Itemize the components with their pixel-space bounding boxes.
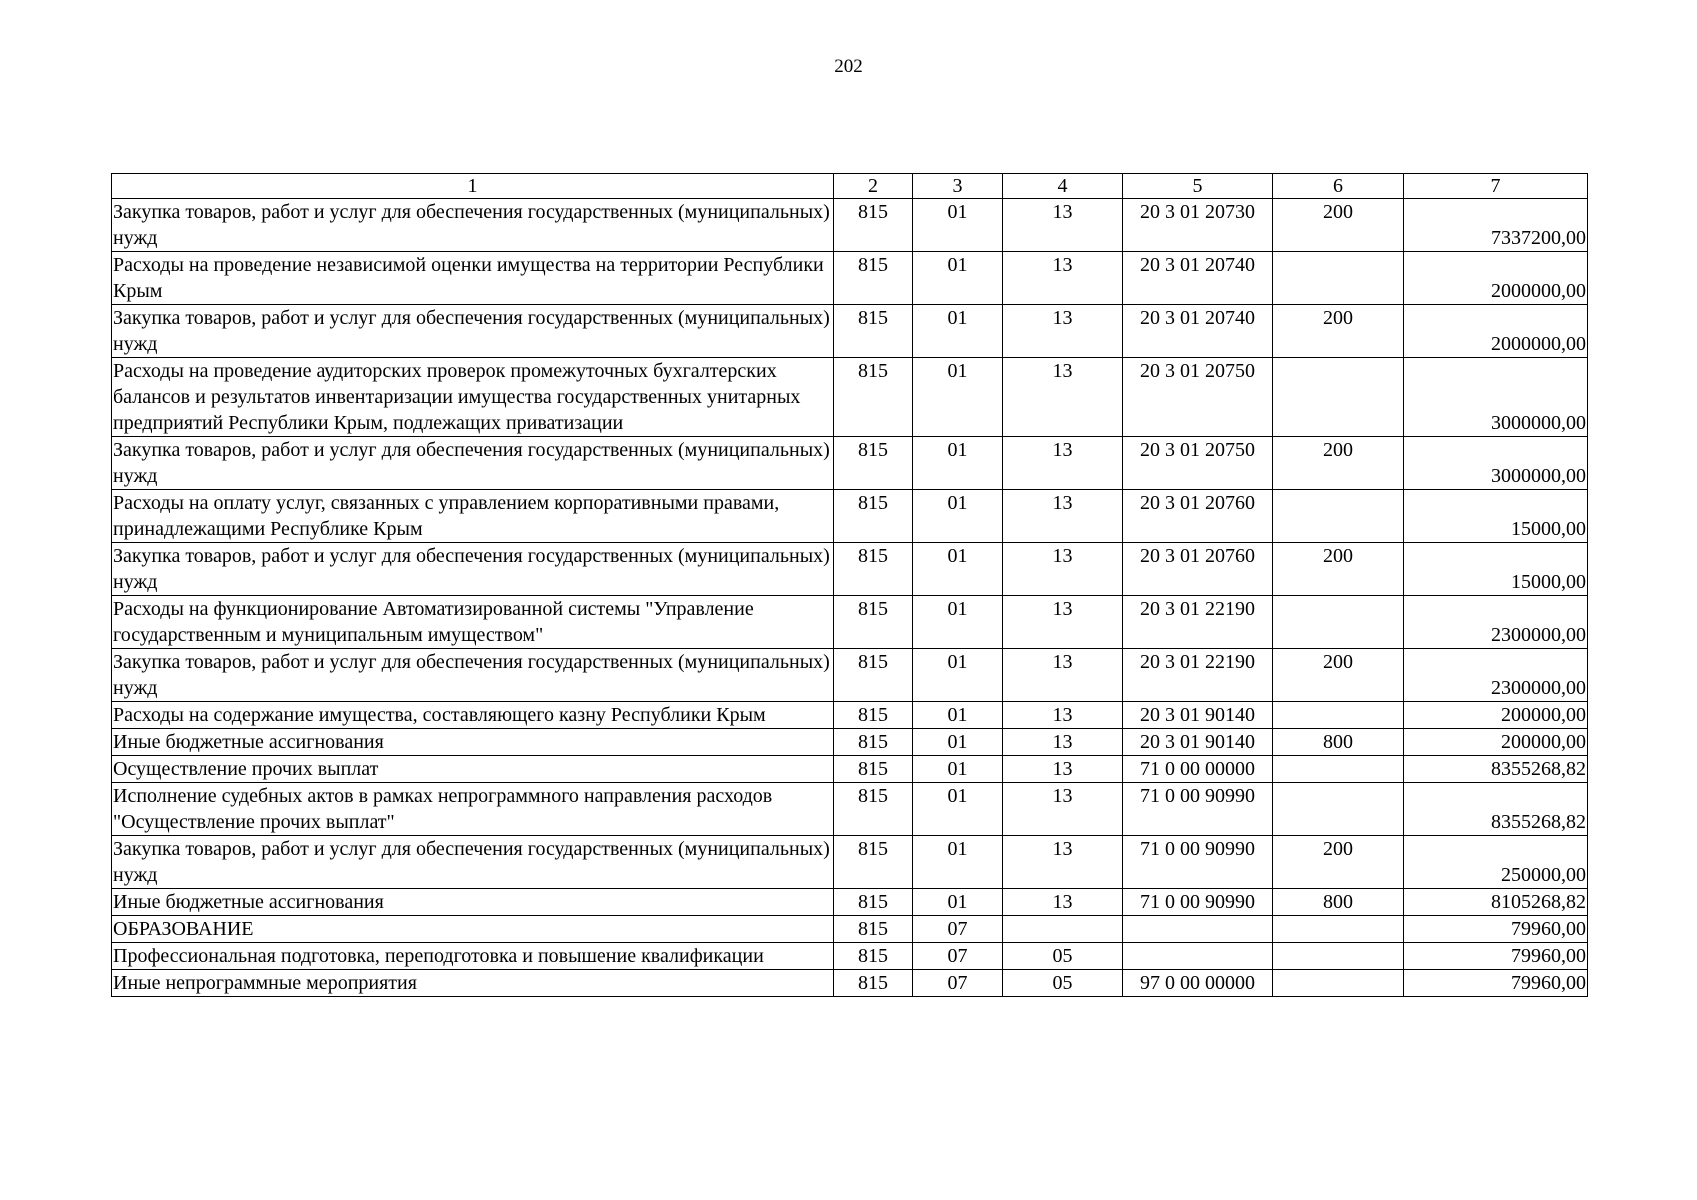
subsection-code-cell: 13 — [1003, 543, 1123, 596]
table-row — [112, 836, 1588, 889]
subsection-code-cell: 13 — [1003, 252, 1123, 305]
ministry-code-cell: 815 — [834, 490, 913, 543]
amount-cell: 2000000,00 — [1404, 305, 1588, 358]
column-header-4: 4 — [1003, 174, 1123, 199]
ministry-code-cell: 815 — [834, 305, 913, 358]
section-code-cell: 01 — [913, 836, 1003, 889]
target-article-cell: 20 3 01 90140 — [1123, 729, 1273, 756]
ministry-code-cell: 815 — [834, 756, 913, 783]
ministry-code-cell: 815 — [834, 358, 913, 437]
column-header-7: 7 — [1404, 174, 1588, 199]
table-row — [112, 702, 1588, 729]
table-row — [112, 358, 1588, 437]
section-code-cell: 01 — [913, 783, 1003, 836]
table-row — [112, 596, 1588, 649]
amount-cell: 2300000,00 — [1404, 596, 1588, 649]
expense-name-cell: Закупка товаров, работ и услуг для обеспечения государственных (муниципальных) нужд — [112, 199, 834, 252]
header-row — [112, 174, 1588, 199]
target-article-cell: 20 3 01 22190 — [1123, 596, 1273, 649]
expense-name-cell: Расходы на проведение аудиторских проверок промежуточных бухгалтерских балансов и результатов инвентаризации имущества государственных унитарных предприятий Республики Крым, подлежащих приватизации — [112, 358, 834, 437]
expense-name-cell: Исполнение судебных актов в рамках непрограммного направления расходов "Осуществление прочих выплат" — [112, 783, 834, 836]
table-row — [112, 943, 1588, 970]
section-code-cell: 01 — [913, 490, 1003, 543]
target-article-cell: 97 0 00 00000 — [1123, 970, 1273, 997]
subsection-code-cell: 13 — [1003, 490, 1123, 543]
section-code-cell: 01 — [913, 437, 1003, 490]
section-code-cell: 07 — [913, 916, 1003, 943]
column-header-5: 5 — [1123, 174, 1273, 199]
section-code-cell: 01 — [913, 702, 1003, 729]
table-row — [112, 543, 1588, 596]
ministry-code-cell: 815 — [834, 970, 913, 997]
section-code-cell: 01 — [913, 596, 1003, 649]
target-article-cell: 71 0 00 90990 — [1123, 783, 1273, 836]
subsection-code-cell: 13 — [1003, 889, 1123, 916]
expense-name-cell: Иные непрограммные мероприятия — [112, 970, 834, 997]
amount-cell: 15000,00 — [1404, 543, 1588, 596]
ministry-code-cell: 815 — [834, 596, 913, 649]
expense-name-cell: Закупка товаров, работ и услуг для обеспечения государственных (муниципальных) нужд — [112, 437, 834, 490]
ministry-code-cell: 815 — [834, 702, 913, 729]
expense-type-cell — [1273, 252, 1404, 305]
section-code-cell: 01 — [913, 543, 1003, 596]
ministry-code-cell: 815 — [834, 889, 913, 916]
expense-name-cell: Профессиональная подготовка, переподготовка и повышение квалификации — [112, 943, 834, 970]
expense-type-cell: 800 — [1273, 889, 1404, 916]
target-article-cell: 20 3 01 20730 — [1123, 199, 1273, 252]
table-row — [112, 729, 1588, 756]
section-code-cell: 07 — [913, 970, 1003, 997]
expense-type-cell — [1273, 490, 1404, 543]
target-article-cell: 20 3 01 20750 — [1123, 358, 1273, 437]
ministry-code-cell: 815 — [834, 649, 913, 702]
expense-name-cell: Иные бюджетные ассигнования — [112, 729, 834, 756]
target-article-cell: 20 3 01 20740 — [1123, 305, 1273, 358]
column-header-6: 6 — [1273, 174, 1404, 199]
table-row — [112, 756, 1588, 783]
amount-cell: 200000,00 — [1404, 729, 1588, 756]
target-article-cell: 71 0 00 90990 — [1123, 889, 1273, 916]
table-row — [112, 970, 1588, 997]
page-number: 202 — [834, 56, 863, 77]
target-article-cell: 71 0 00 00000 — [1123, 756, 1273, 783]
target-article-cell: 20 3 01 20760 — [1123, 490, 1273, 543]
expense-name-cell: ОБРАЗОВАНИЕ — [112, 916, 834, 943]
expense-type-cell — [1273, 358, 1404, 437]
subsection-code-cell: 13 — [1003, 596, 1123, 649]
expense-type-cell: 800 — [1273, 729, 1404, 756]
table-row — [112, 437, 1588, 490]
subsection-code-cell: 13 — [1003, 199, 1123, 252]
expense-name-cell: Иные бюджетные ассигнования — [112, 889, 834, 916]
subsection-code-cell: 13 — [1003, 358, 1123, 437]
expense-type-cell: 200 — [1273, 836, 1404, 889]
subsection-code-cell: 05 — [1003, 970, 1123, 997]
table-row — [112, 199, 1588, 252]
target-article-cell: 20 3 01 20750 — [1123, 437, 1273, 490]
expense-type-cell: 200 — [1273, 437, 1404, 490]
column-header-2: 2 — [834, 174, 913, 199]
amount-cell: 3000000,00 — [1404, 437, 1588, 490]
table-row — [112, 305, 1588, 358]
subsection-code-cell: 13 — [1003, 649, 1123, 702]
amount-cell: 79960,00 — [1404, 943, 1588, 970]
ministry-code-cell: 815 — [834, 783, 913, 836]
subsection-code-cell: 13 — [1003, 783, 1123, 836]
subsection-code-cell: 05 — [1003, 943, 1123, 970]
expense-name-cell: Расходы на оплату услуг, связанных с управлением корпоративными правами, принадлежащими Республике Крым — [112, 490, 834, 543]
amount-cell: 8105268,82 — [1404, 889, 1588, 916]
expense-name-cell: Расходы на содержание имущества, составляющего казну Республики Крым — [112, 702, 834, 729]
expense-type-cell: 200 — [1273, 199, 1404, 252]
expense-name-cell: Расходы на проведение независимой оценки имущества на территории Республики Крым — [112, 252, 834, 305]
ministry-code-cell: 815 — [834, 437, 913, 490]
ministry-code-cell: 815 — [834, 252, 913, 305]
amount-cell: 79960,00 — [1404, 916, 1588, 943]
ministry-code-cell: 815 — [834, 943, 913, 970]
amount-cell: 7337200,00 — [1404, 199, 1588, 252]
ministry-code-cell: 815 — [834, 729, 913, 756]
expense-type-cell — [1273, 783, 1404, 836]
expense-name-cell: Закупка товаров, работ и услуг для обеспечения государственных (муниципальных) нужд — [112, 543, 834, 596]
target-article-cell: 20 3 01 90140 — [1123, 702, 1273, 729]
amount-cell: 15000,00 — [1404, 490, 1588, 543]
column-header-1: 1 — [112, 174, 834, 199]
expense-name-cell: Закупка товаров, работ и услуг для обеспечения государственных (муниципальных) нужд — [112, 305, 834, 358]
section-code-cell: 01 — [913, 252, 1003, 305]
section-code-cell: 01 — [913, 649, 1003, 702]
table-row — [112, 889, 1588, 916]
target-article-cell — [1123, 943, 1273, 970]
subsection-code-cell: 13 — [1003, 702, 1123, 729]
target-article-cell: 20 3 01 22190 — [1123, 649, 1273, 702]
amount-cell: 2300000,00 — [1404, 649, 1588, 702]
section-code-cell: 07 — [913, 943, 1003, 970]
section-code-cell: 01 — [913, 756, 1003, 783]
expense-type-cell — [1273, 702, 1404, 729]
expense-type-cell — [1273, 943, 1404, 970]
target-article-cell — [1123, 916, 1273, 943]
expense-type-cell: 200 — [1273, 649, 1404, 702]
amount-cell: 2000000,00 — [1404, 252, 1588, 305]
subsection-code-cell: 13 — [1003, 729, 1123, 756]
amount-cell: 8355268,82 — [1404, 783, 1588, 836]
table-body — [112, 174, 1588, 997]
amount-cell: 3000000,00 — [1404, 358, 1588, 437]
target-article-cell: 20 3 01 20740 — [1123, 252, 1273, 305]
expense-type-cell: 200 — [1273, 543, 1404, 596]
section-code-cell: 01 — [913, 358, 1003, 437]
budget-table — [111, 173, 1588, 997]
target-article-cell: 71 0 00 90990 — [1123, 836, 1273, 889]
section-code-cell: 01 — [913, 199, 1003, 252]
column-header-3: 3 — [913, 174, 1003, 199]
subsection-code-cell: 13 — [1003, 756, 1123, 783]
section-code-cell: 01 — [913, 305, 1003, 358]
table-row — [112, 916, 1588, 943]
subsection-code-cell: 13 — [1003, 836, 1123, 889]
ministry-code-cell: 815 — [834, 543, 913, 596]
subsection-code-cell — [1003, 916, 1123, 943]
expense-name-cell: Расходы на функционирование Автоматизированной системы "Управление государственным и муниципальным имуществом" — [112, 596, 834, 649]
subsection-code-cell: 13 — [1003, 437, 1123, 490]
subsection-code-cell: 13 — [1003, 305, 1123, 358]
table-row — [112, 649, 1588, 702]
target-article-cell: 20 3 01 20760 — [1123, 543, 1273, 596]
amount-cell: 79960,00 — [1404, 970, 1588, 997]
amount-cell: 200000,00 — [1404, 702, 1588, 729]
expense-name-cell: Закупка товаров, работ и услуг для обеспечения государственных (муниципальных) нужд — [112, 836, 834, 889]
table-row — [112, 783, 1588, 836]
amount-cell: 250000,00 — [1404, 836, 1588, 889]
table-row — [112, 490, 1588, 543]
ministry-code-cell: 815 — [834, 836, 913, 889]
expense-type-cell — [1273, 756, 1404, 783]
amount-cell: 8355268,82 — [1404, 756, 1588, 783]
expense-type-cell — [1273, 970, 1404, 997]
expense-type-cell — [1273, 596, 1404, 649]
ministry-code-cell: 815 — [834, 916, 913, 943]
expense-type-cell — [1273, 916, 1404, 943]
expense-name-cell: Закупка товаров, работ и услуг для обеспечения государственных (муниципальных) нужд — [112, 649, 834, 702]
expense-name-cell: Осуществление прочих выплат — [112, 756, 834, 783]
ministry-code-cell: 815 — [834, 199, 913, 252]
table-row — [112, 252, 1588, 305]
section-code-cell: 01 — [913, 889, 1003, 916]
section-code-cell: 01 — [913, 729, 1003, 756]
expense-type-cell: 200 — [1273, 305, 1404, 358]
